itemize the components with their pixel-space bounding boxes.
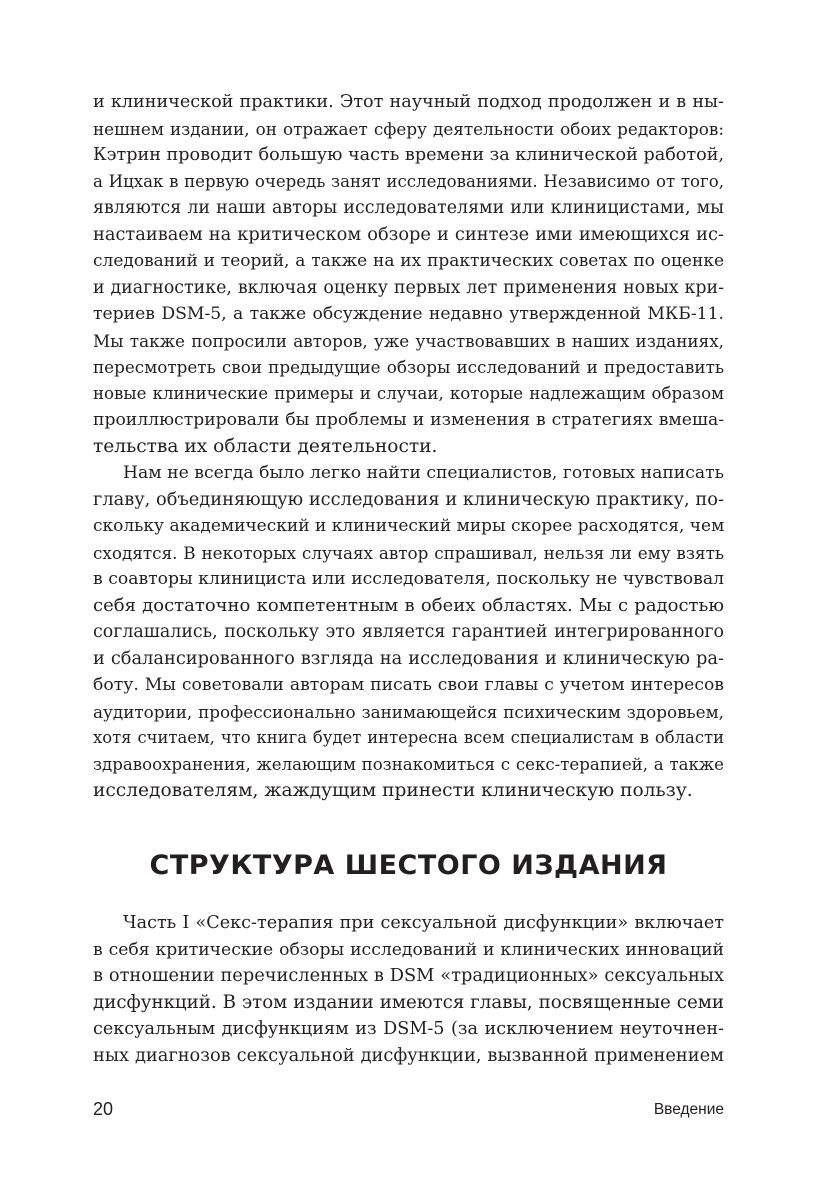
paragraph-continued [93, 89, 724, 460]
page-number: 20 [93, 1099, 114, 1119]
text-line: новые клинические примеры и случаи, которые надлежащим образом [93, 383, 724, 403]
paragraph-specialists [93, 460, 724, 805]
text-line: настаиваем на критическом обзоре и синтезе ими имеющихся ис- [93, 223, 724, 245]
text-line: и клинической практики. Этот научный подход продолжен и в ны- [93, 92, 724, 112]
text-line: териев DSM-5, а также обсуждение недавно утвержденной МКБ-11. [93, 304, 724, 324]
text-line: являются ли наши авторы исследователями или клиницистами, мы [93, 198, 724, 218]
text-line: следований и теорий, а также на их практических советах по оценке [93, 251, 724, 271]
text-line: и сбалансированного взгляда на исследования и клиническую ра- [93, 647, 724, 669]
text-line: Нам не всегда было легко найти специалистов, готовых написать [123, 463, 724, 483]
text-line: здравоохранения, желающим познакомиться с секс-терапией, а также [93, 754, 724, 774]
text-line: сходятся. В некоторых случаях автор спрашивал, нельзя ли ему взять [93, 542, 724, 563]
text-line: проиллюстрировали бы проблемы и изменения в стратегиях вмеша- [93, 410, 724, 430]
text-line: Часть I «Секс-терапия при сексуальной дисфункции» включает [123, 913, 724, 933]
paragraph-part-one [93, 910, 724, 1069]
body-text-top [93, 89, 724, 805]
text-line: нешнем издании, он отражает сферу деятельности обоих редакторов: [93, 118, 724, 139]
text-line: ных диагнозов сексуальной дисфункции, вызванной применением [93, 1044, 724, 1066]
text-line: исследователям, жаждущим принести клиническую пользу. [93, 780, 693, 801]
text-line: себя достаточно компетентным в обеих областях. Мы с радостью [93, 594, 724, 616]
text-line: и диагностике, включая оценку первых лет применения новых кри- [93, 277, 724, 298]
section-heading: СТРУКТУРА ШЕСТОГО ИЗДАНИЯ [149, 850, 668, 881]
text-line: в себя критические обзоры исследований и клинических инноваций [93, 939, 724, 960]
text-line: сексуальным дисфункциям из DSM-5 (за исключением неуточнен- [93, 1019, 724, 1039]
text-line: Кэтрин проводит большую часть времени за клинической работой, [93, 145, 725, 165]
text-line: дисфункций. В этом издании имеются главы, посвященные семи [93, 991, 724, 1013]
text-line: главу, объединяющую исследования и клиническую практику, по- [93, 488, 724, 510]
text-line: в соавторы клинициста или исследователя, поскольку не чувствовал [93, 569, 724, 589]
text-line: соглашались, поскольку это является гарантией интегрированного [93, 622, 724, 642]
text-line: скольку академический и клинический миры скорее расходятся, чем [93, 516, 725, 536]
text-line: боту. Мы советовали авторам писать свои главы с учетом интересов [93, 675, 724, 695]
text-line: в отношении перечисленных в DSM «традиционных» сексуальных [93, 965, 724, 986]
running-title: Введение [653, 1101, 724, 1118]
text-line: аудитории, профессионально занимающейся психическим здоровьем, [93, 701, 724, 722]
text-line: а Ицхак в первую очередь занят исследованиями. Независимо от того, [93, 171, 724, 191]
text-line: Мы также попросили авторов, уже участвовавших в наших изданиях, [93, 330, 724, 351]
text-line: тельства их области деятельности. [93, 435, 438, 457]
body-text-bottom [93, 910, 724, 1069]
text-line: хотя считаем, что книга будет интересна всем специалистам в области [93, 728, 724, 747]
text-line: пересмотреть свои предыдущие обзоры исследований и предоставить [93, 357, 724, 377]
